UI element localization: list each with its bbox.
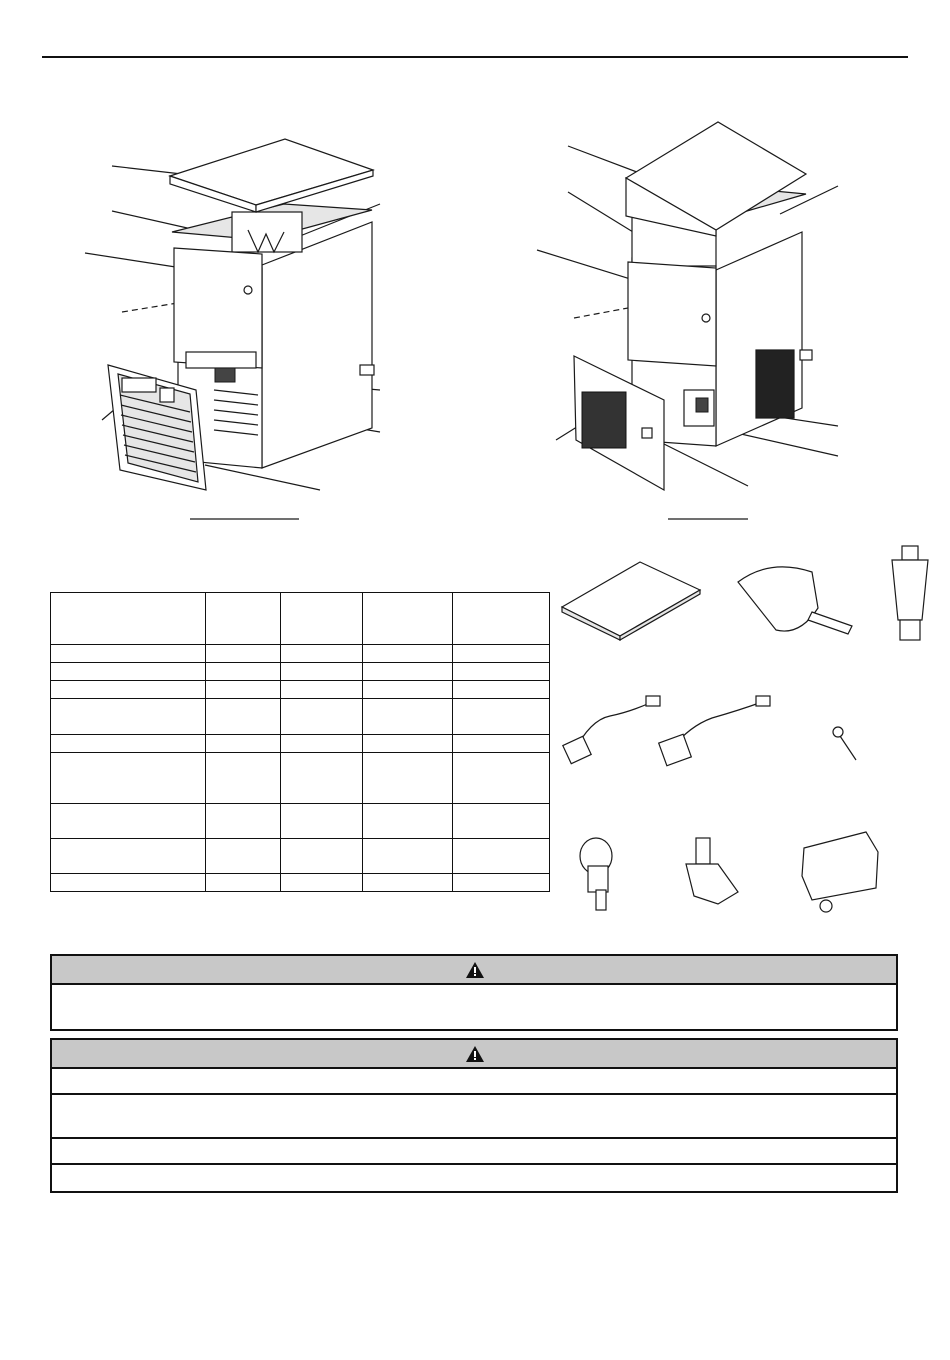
warning-header	[52, 956, 896, 985]
warning-header	[52, 1040, 896, 1069]
warning-row	[52, 1069, 896, 1095]
eu-power-cord-icon	[563, 696, 660, 764]
warning-box-1	[50, 954, 898, 1031]
adjustable-leg-icon	[892, 546, 928, 640]
warning-row	[52, 1139, 896, 1165]
warning-triangle-icon	[466, 1046, 484, 1062]
manual-booklet-icon	[562, 562, 700, 640]
screw-icon	[833, 727, 856, 760]
warning-row	[52, 985, 896, 1029]
warning-triangle-icon	[466, 962, 484, 978]
ice-scoop-icon	[738, 567, 852, 634]
warning-row	[52, 1095, 896, 1139]
hose-fitting-icon	[580, 838, 612, 910]
water-filter-icon	[802, 832, 878, 912]
hex-adapter-icon	[686, 838, 738, 904]
warning-box-2	[50, 1038, 898, 1193]
warning-row	[52, 1165, 896, 1191]
uk-power-cord-icon	[659, 696, 770, 766]
